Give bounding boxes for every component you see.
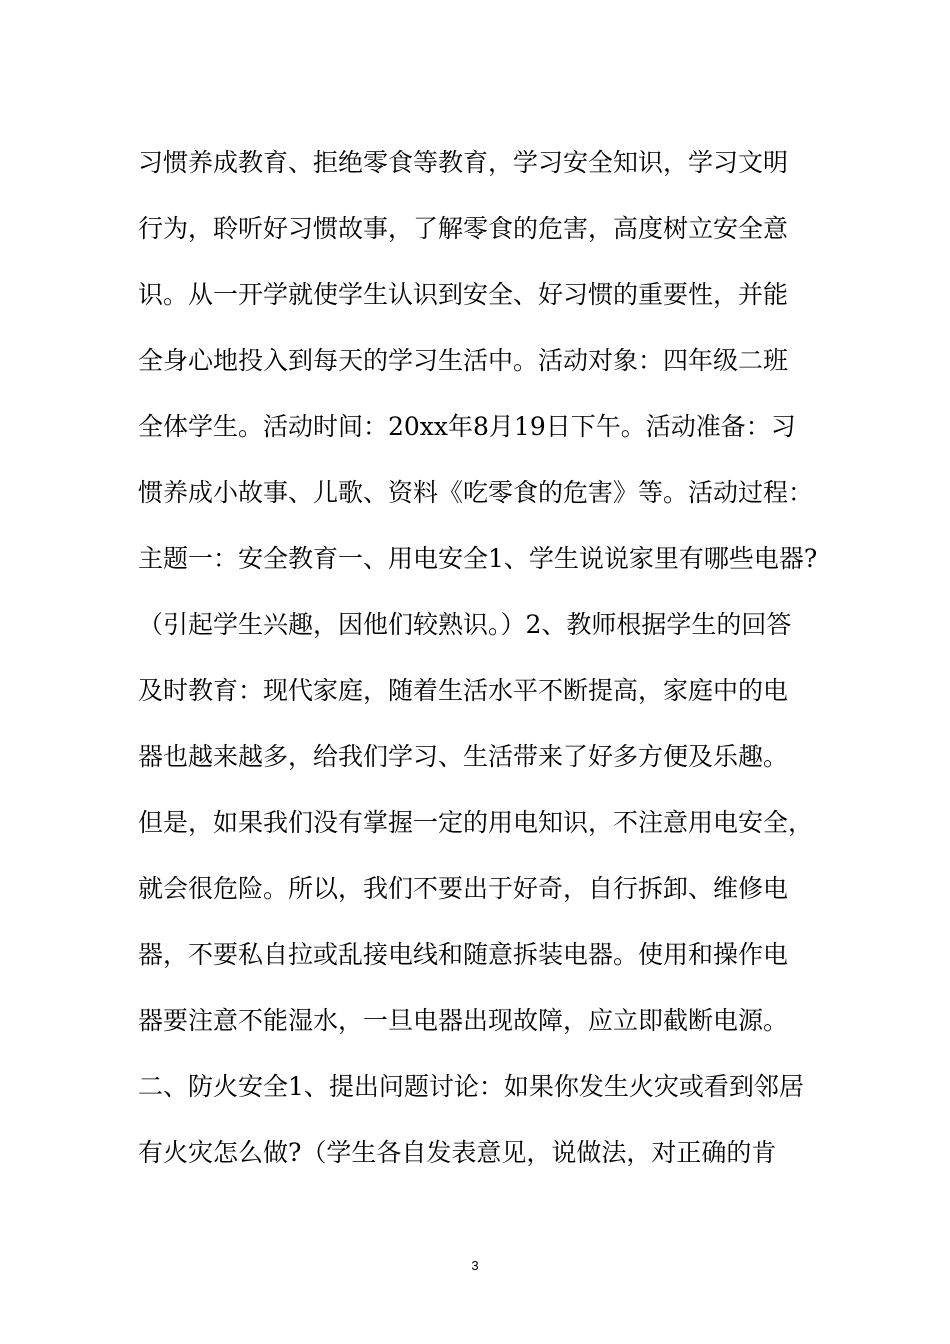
page-number: 3 <box>471 1258 479 1273</box>
text-line-16: 有火灾怎么做?（学生各自发表意见，说做法，对正确的肯 <box>138 1138 777 1167</box>
text-line-2: 行为，聆听好习惯故事，了解零食的危害，高度树立安全意 <box>138 214 789 243</box>
text-line-5: 全体学生。活动时间：20xx年8月19日下午。活动准备：习 <box>138 412 796 441</box>
text-line-10: 器也越来越多，给我们学习、生活带来了好多方便及乐趣。 <box>138 742 789 771</box>
text-line-13: 器，不要私自拉或乱接电线和随意拆装电器。使用和操作电 <box>138 940 789 969</box>
text-line-8: （引起学生兴趣，因他们较熟识。）2、教师根据学生的回答 <box>138 610 792 639</box>
text-line-11: 但是，如果我们没有掌握一定的用电知识，不注意用电安全， <box>138 808 814 837</box>
text-line-15: 二、防火安全1、提出问题讨论：如果你发生火灾或看到邻居 <box>138 1072 804 1101</box>
text-line-12: 就会很危险。所以，我们不要出于好奇，自行拆卸、维修电 <box>138 874 789 903</box>
body-text <box>138 140 838 1196</box>
text-line-9: 及时教育：现代家庭，随着生活水平不断提高，家庭中的电 <box>138 676 789 705</box>
text-line-1: 习惯养成教育、拒绝零食等教育，学习安全知识，学习文明 <box>138 148 789 177</box>
text-line-6: 惯养成小故事、儿歌、资料《吃零食的危害》等。活动过程： <box>138 478 814 507</box>
text-line-14: 器要注意不能湿水，一旦电器出现故障，应立即截断电源。 <box>138 1006 789 1035</box>
text-line-3: 识。从一开学就使学生认识到安全、好习惯的重要性，并能 <box>138 280 789 309</box>
text-line-7: 主题一：安全教育一、用电安全1、学生说说家里有哪些电器? <box>138 544 818 573</box>
text-line-4: 全身心地投入到每天的学习生活中。活动对象：四年级二班 <box>138 346 789 375</box>
